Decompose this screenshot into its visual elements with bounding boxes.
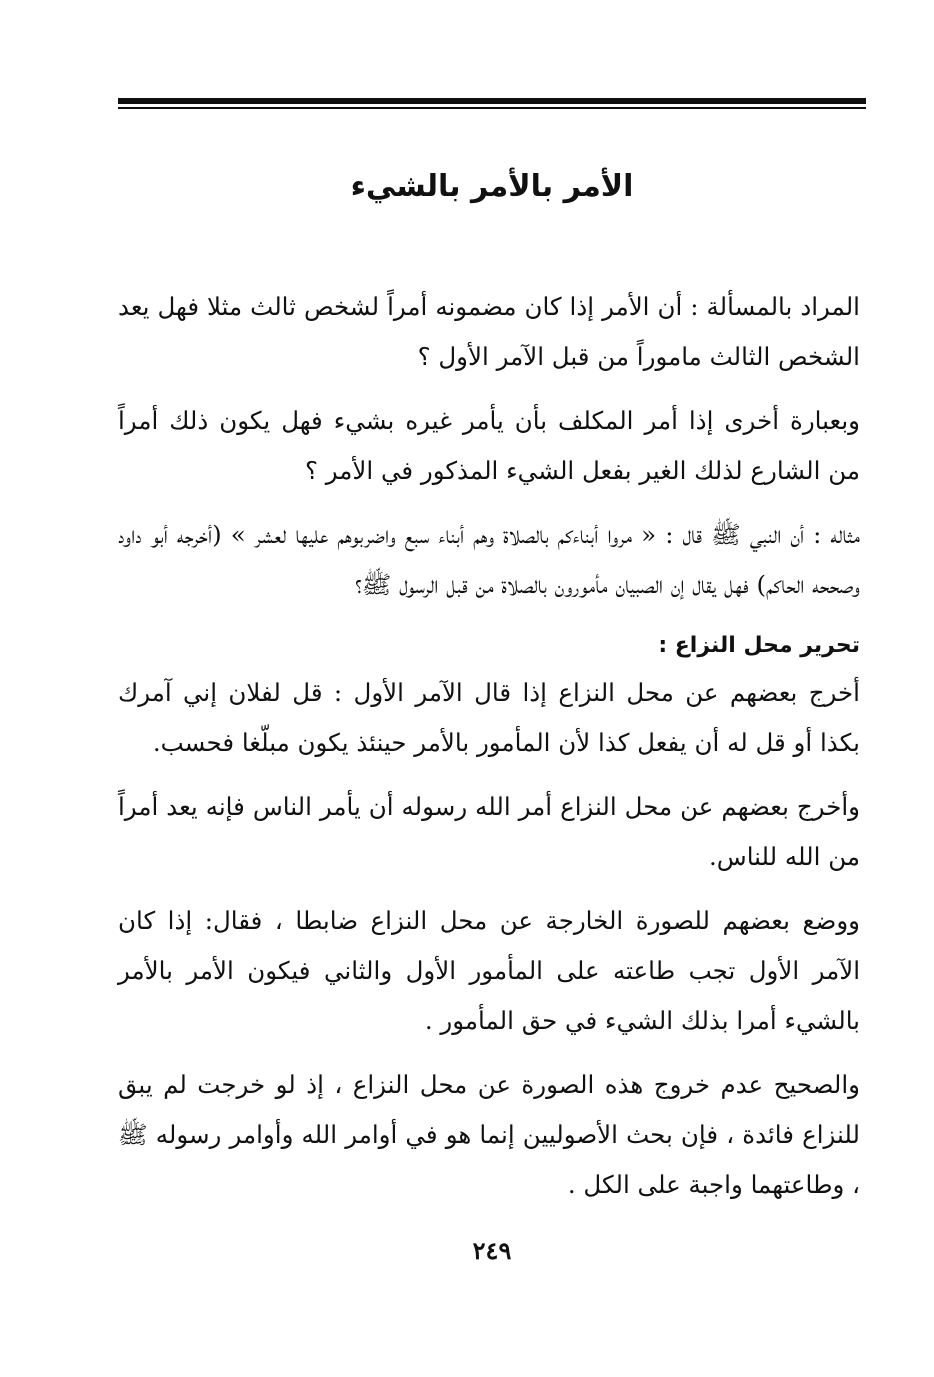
paragraph-correct-view: والصحيح عدم خروج هذه الصورة عن محل النزاع ، إذ لو خرجت لم يبق للنزاع فائدة ، فإن بحث الأصوليين إنما هو في أوامر الله وأوامر رسوله ﷺ ، وطاعتهما واجبة على الكل .	[118, 1070, 860, 1199]
paragraph-criterion: ووضع بعضهم للصورة الخارجة عن محل النزاع ضابطا ، فقال: إذا كان الآمر الأول تجب طاعته على المأمور الأول والثاني فيكون الأمر بالأمر بالشيء أمرا بذلك الشيء في حق المأمور .	[118, 906, 860, 1035]
body-text	[118, 282, 860, 1224]
paragraph-definition: المراد بالمسألة : أن الأمر إذا كان مضمونه أمراً لشخص ثالث مثلا فهل يعد الشخص الثالث ماموراً من قبل الآمر الأول ؟	[118, 292, 860, 371]
paragraph-example: مثاله : أن النبي ﷺ قال : « مروا أبناءكم بالصلاة وهم أبناء سبع واضربوهم عليها لعشر » (أخرجه أبو داود وصححه الحاكم) فهل يقال إن الصبيان مأمورون بالصلاة من قبل الرسول ﷺ؟	[118, 520, 860, 599]
paragraph-exclusion-1: أخرج بعضهم عن محل النزاع إذا قال الآمر الأول : قل لفلان إني آمرك بكذا أو قل له أن يفعل كذا لأن المأمور بالأمر حينئذ يكون مبلّغا فحسب.	[118, 678, 860, 757]
paragraph-rephrase: وبعبارة أخرى إذا أمر المكلف بأن يأمر غيره بشيء فهل يكون ذلك أمراً من الشارع لذلك الغير بفعل الشيء المذكور في الأمر ؟	[118, 406, 860, 485]
header-rule-thin	[118, 107, 866, 109]
page-number: ٢٤٩	[472, 1236, 512, 1265]
page-title: الأمر بالأمر بالشيء	[350, 169, 634, 204]
paragraph-exclusion-2: وأخرج بعضهم عن محل النزاع أمر الله رسوله أن يأمر الناس فإنه يعد أمراً من الله للناس.	[118, 792, 860, 871]
header-rule-thick	[118, 98, 866, 104]
section-heading: تحرير محل النزاع :	[658, 633, 860, 658]
